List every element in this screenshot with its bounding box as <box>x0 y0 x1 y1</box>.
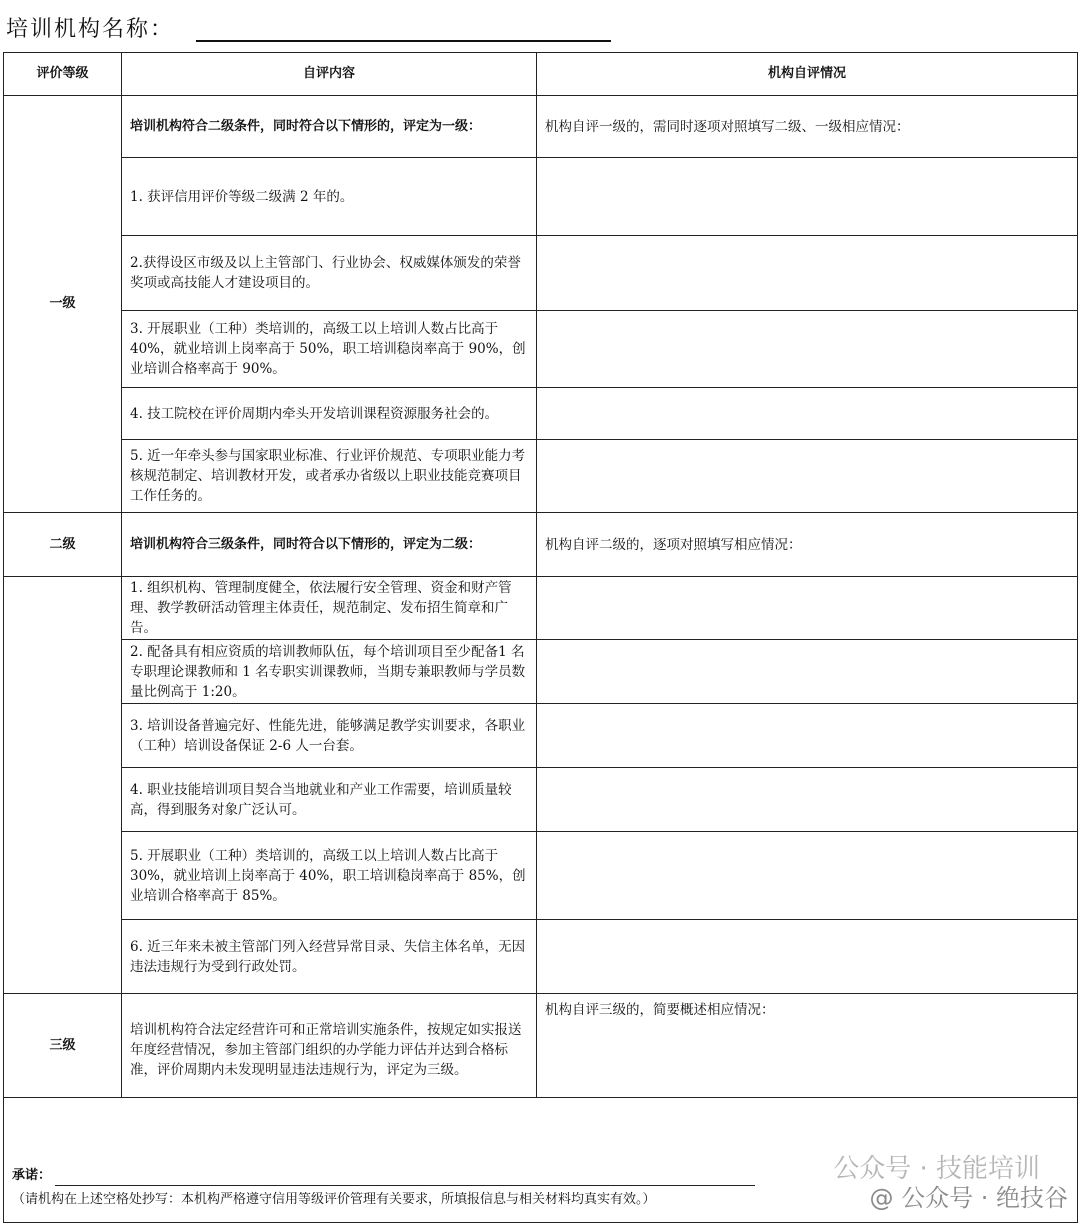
col-header-self-eval: 机构自评情况 <box>537 53 1078 96</box>
table-row <box>4 768 1078 832</box>
level1-item-1: 1. 获评信用评价等级二级满 2 年的。 <box>122 158 537 236</box>
level3-content: 培训机构符合法定经营许可和正常培训实施条件，按规定如实报送年度经营情况，参加主管部门组织的办学能力评估并达到合格标准，评价周期内未发现明显违法违规行为，评定为三级。 <box>122 994 537 1098</box>
col-header-level: 评价等级 <box>4 53 122 96</box>
level1-item-4-input[interactable] <box>537 388 1078 440</box>
level2-item-2: 2. 配备具有相应资质的培训教师队伍，每个培训项目至少配备1 名专职理论课教师和 1 名专职实训课教师，当期专兼职教师与学员数量比例高于 1:20。 <box>122 640 537 704</box>
table-row <box>4 920 1078 994</box>
pledge-input-line[interactable] <box>55 1171 755 1186</box>
table-row <box>4 640 1078 704</box>
evaluation-table <box>3 52 1078 1223</box>
watermark-secondary: @ 公众号 · 绝技谷 <box>869 1184 1068 1212</box>
table-row <box>4 704 1078 768</box>
level3-self-eval-note[interactable]: 机构自评三级的，简要概述相应情况： <box>537 994 1078 1098</box>
table-header-row <box>4 53 1078 96</box>
level1-item-5-input[interactable] <box>537 440 1078 513</box>
table-row <box>4 96 1078 158</box>
level1-item-4: 4. 技工院校在评价周期内牵头开发培训课程资源服务社会的。 <box>122 388 537 440</box>
col-header-content: 自评内容 <box>122 53 537 96</box>
level2-item-1: 1. 组织机构、管理制度健全，依法履行安全管理、资金和财产管理、教学教研活动管理主体责任，规范制定、发布招生简章和广告。 <box>122 577 537 640</box>
level1-intro: 培训机构符合二级条件，同时符合以下情形的，评定为一级： <box>122 96 537 158</box>
level1-item-1-input[interactable] <box>537 158 1078 236</box>
level1-item-3: 3. 开展职业（工种）类培训的，高级工以上培训人数占比高于40%，就业培训上岗率高于 50%，职工培训稳岗率高于 90%，创业培训合格率高于 90%。 <box>122 311 537 388</box>
pledge-instruction: （请机构在上述空格处抄写：本机构严格遵守信用等级评价管理有关要求，所填报信息与相关材料均真实有效。） <box>12 1192 656 1207</box>
level2-items-spacer <box>4 577 122 994</box>
table-row <box>4 236 1078 311</box>
level2-label: 二级 <box>4 513 122 577</box>
level2-item-1-input[interactable] <box>537 577 1078 640</box>
table-row <box>4 158 1078 236</box>
level1-item-5: 5. 近一年牵头参与国家职业标准、行业评价规范、专项职业能力考核规范制定、培训教材开发，或者承办省级以上职业技能竞赛项目工作任务的。 <box>122 440 537 513</box>
table-row <box>4 577 1078 640</box>
level2-item-6-input[interactable] <box>537 920 1078 994</box>
level1-item-2: 2.获得设区市级及以上主管部门、行业协会、权威媒体颁发的荣誉奖项或高技能人才建设项目的。 <box>122 236 537 311</box>
level1-item-2-input[interactable] <box>537 236 1078 311</box>
level2-self-eval-note[interactable]: 机构自评二级的，逐项对照填写相应情况： <box>537 513 1078 577</box>
table-row <box>4 388 1078 440</box>
level2-item-3: 3. 培训设备普遍完好、性能先进，能够满足教学实训要求，各职业（工种）培训设备保证 2-6 人一台套。 <box>122 704 537 768</box>
level2-item-2-input[interactable] <box>537 640 1078 704</box>
table-row <box>4 311 1078 388</box>
table-row <box>4 832 1078 920</box>
level1-item-3-input[interactable] <box>537 311 1078 388</box>
level3-label: 三级 <box>4 994 122 1098</box>
watermark-primary: 公众号 · 技能培训 <box>833 1154 1040 1184</box>
institution-name-blank[interactable] <box>196 40 611 42</box>
level2-item-3-input[interactable] <box>537 704 1078 768</box>
level2-item-4-input[interactable] <box>537 768 1078 832</box>
level2-item-6: 6. 近三年来未被主管部门列入经营异常目录、失信主体名单，无因违法违规行为受到行政处罚。 <box>122 920 537 994</box>
level2-item-5: 5. 开展职业（工种）类培训的，高级工以上培训人数占比高于30%，就业培训上岗率高于 40%，职工培训稳岗率高于 85%，创业培训合格率高于 85%。 <box>122 832 537 920</box>
level2-intro: 培训机构符合三级条件，同时符合以下情形的，评定为二级： <box>122 513 537 577</box>
table-row <box>4 994 1078 1098</box>
institution-name-label: 培训机构名称： <box>6 17 175 42</box>
level2-item-4: 4. 职业技能培训项目契合当地就业和产业工作需要，培训质量较高，得到服务对象广泛认可。 <box>122 768 537 832</box>
table-row <box>4 440 1078 513</box>
form-header <box>6 6 706 40</box>
level1-self-eval-note[interactable]: 机构自评一级的，需同时逐项对照填写二级、一级相应情况： <box>537 96 1078 158</box>
table-row <box>4 513 1078 577</box>
level2-item-5-input[interactable] <box>537 832 1078 920</box>
level1-label: 一级 <box>4 96 122 513</box>
pledge-label: 承诺： <box>12 1168 52 1183</box>
